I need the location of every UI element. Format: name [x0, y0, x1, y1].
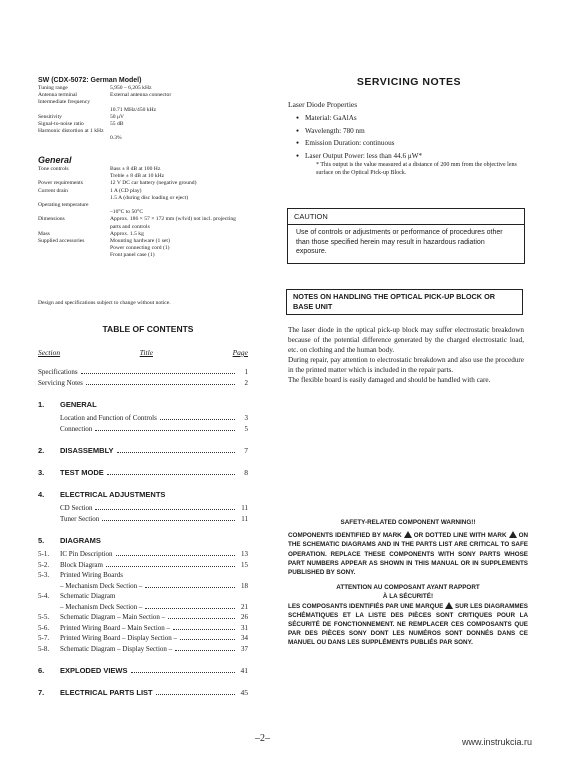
- toc-entry-label: Location and Function of Controls: [60, 414, 157, 422]
- laser-footnote: * This output is the value measured at a distance of 200 mm from the objective lens surface on the Optical Pick-up Block.: [316, 162, 517, 176]
- toc-leader: [145, 587, 235, 588]
- toc-entry-number: 5-3.: [38, 571, 50, 579]
- toc-entry-label: Specifications: [38, 368, 78, 376]
- spec-key: Tone controls: [38, 166, 69, 172]
- spec-row: [38, 135, 238, 142]
- spec-key: Operating temperature: [38, 202, 89, 209]
- spec-key: Current drain: [38, 187, 68, 194]
- toc-list: [38, 368, 248, 699]
- spec-row: [38, 121, 238, 128]
- toc-section-title: GENERAL: [60, 400, 97, 409]
- spec-table-general: [38, 166, 238, 260]
- toc-entry: [38, 645, 248, 656]
- spec-value: Mounting hardware (1 set): [110, 238, 170, 245]
- toc-leader: [156, 694, 235, 695]
- toc-leader: [173, 629, 235, 630]
- toc-section-title: TEST MODE: [60, 468, 104, 477]
- toc-entry-label: Printed Wiring Board – Display Section –: [60, 634, 178, 642]
- toc-section-title: ELECTRICAL ADJUSTMENTS: [60, 490, 166, 499]
- spec-key: Antenna terminal: [38, 92, 77, 99]
- toc-entry-page: 2: [244, 378, 248, 387]
- toc-leader: [117, 452, 236, 453]
- toc-section: [38, 688, 248, 699]
- spec-row: [38, 188, 238, 195]
- spec-key: Tuning range: [38, 85, 68, 91]
- toc-section-title: DISASSEMBLY: [60, 446, 114, 455]
- toc-section-title: ELECTRICAL PARTS LIST: [60, 688, 153, 697]
- spec-value: 12 V DC car battery (negative ground): [110, 180, 197, 187]
- spec-value: [110, 128, 238, 135]
- spec-key: [38, 245, 110, 252]
- spec-row: [38, 252, 238, 259]
- toc-entry-page: 15: [241, 560, 248, 569]
- toc-leader: [106, 566, 235, 567]
- spec-row: [38, 231, 238, 238]
- page-number: –2–: [255, 733, 270, 744]
- watermark-url: www.instrukcia.ru: [462, 737, 533, 747]
- design-note: Design and specifications subject to change without notice.: [38, 300, 171, 306]
- spec-row: [38, 114, 238, 121]
- spec-value: 55 dB: [110, 121, 124, 128]
- toc-entry-number: 5-5.: [38, 613, 50, 621]
- spec-row: [38, 99, 238, 106]
- laser-item: ● Material: GaAlAs: [296, 113, 536, 126]
- toc-entry-number: 5-2.: [38, 560, 50, 569]
- spec-value: 50 μV: [110, 113, 125, 120]
- toc-entry-label: Printed Wiring Boards: [60, 571, 123, 579]
- spec-key: Intermediate frequency: [38, 99, 91, 106]
- spec-key: [38, 135, 110, 142]
- spec-value: Bass ± 8 dB at 100 Hz: [110, 166, 161, 172]
- spec-model-title: SW (CDX-5072: German Model): [38, 77, 142, 84]
- notes-heading-box: NOTES ON HANDLING THE OPTICAL PICK-UP BLOCK OR BASE UNIT: [286, 289, 523, 315]
- toc-leader: [168, 618, 235, 619]
- spec-value: External antenna connector: [110, 92, 172, 99]
- toc-section: [38, 400, 248, 411]
- toc-entry-number: 5-8.: [38, 644, 50, 653]
- toc-entry: [38, 613, 248, 624]
- spec-value: 5,950 – 6,205 kHz: [110, 85, 152, 91]
- fr-text: [288, 602, 528, 648]
- spec-row: [38, 180, 238, 187]
- fr-heading-2: À LA SÉCURITÉ!: [382, 593, 434, 601]
- safety-text-part: ON THE SCHEMATIC DIAGRAMS AND IN THE PARTS LIST ARE CRITICAL TO SAFE OPERATION. REPLACE THESE COMPONENTS WITH SONY PARTS WHOSE PART NUMBERS APPEAR AS SHOWN IN THIS MANUAL OR IN SUPPLEMENTS PUBLISHED BY SONY.: [288, 532, 529, 577]
- toc-leader: [160, 419, 235, 420]
- toc-entry-label: Schematic Diagram: [60, 592, 116, 600]
- spec-key: [38, 209, 110, 216]
- toc-entry-label: IC Pin Description: [60, 550, 113, 558]
- warning-triangle-icon: [509, 531, 517, 538]
- toc-entry-page: 21: [241, 602, 248, 611]
- toc-section-page: 8: [244, 468, 248, 477]
- spec-key: Dimensions: [38, 216, 65, 223]
- toc-leader: [131, 672, 235, 673]
- toc-entry-page: 18: [241, 581, 248, 590]
- toc-entry-page: 1: [244, 368, 248, 376]
- spec-key: Signal-to-noise ratio: [38, 121, 84, 128]
- spec-key: Mass: [38, 230, 50, 237]
- toc-entry-label: Servicing Notes: [38, 378, 83, 387]
- toc-leader: [180, 639, 235, 640]
- toc-section-page: 45: [240, 688, 248, 697]
- spec-row: [38, 85, 238, 92]
- toc-col-section: Section: [38, 348, 61, 357]
- toc-section-page: 41: [240, 666, 248, 675]
- toc-section-number: 2.: [38, 446, 45, 455]
- toc-col-page: Page: [232, 348, 248, 357]
- spec-value: 1 A (CD play): [110, 187, 142, 194]
- toc-section-number: 3.: [38, 468, 45, 477]
- spec-value: Approx. 186 × 57 × 172 mm (w/h/d) not incl. projecting parts and controls: [110, 216, 236, 230]
- spec-row: [38, 216, 238, 230]
- toc-leader: [116, 555, 236, 556]
- toc-section-number: 7.: [38, 688, 45, 697]
- toc-entry-page: 13: [241, 550, 248, 558]
- toc-entry: [38, 592, 248, 603]
- toc-entry-label: Tuner Section: [60, 514, 100, 523]
- notes-paragraph: The flexible board is easily damaged and should be handled with care.: [288, 376, 491, 384]
- spec-value: 10.71 MHz/450 kHz: [110, 106, 157, 113]
- toc-leader: [107, 474, 235, 475]
- safety-text-part: OR DOTTED LINE WITH MARK: [413, 532, 507, 540]
- spec-key: Harmonic distortion at 1 kHz: [38, 128, 104, 135]
- toc-leader: [81, 373, 235, 374]
- toc-leader: [102, 520, 235, 521]
- toc-title: TABLE OF CONTENTS: [102, 324, 194, 334]
- toc-entry-label: Block Diagram: [60, 560, 103, 569]
- toc-entry: [38, 561, 248, 572]
- spec-value: Approx. 1.5 kg: [110, 230, 144, 237]
- toc-entry-label: – Mechanism Deck Section –: [60, 602, 143, 611]
- warning-triangle-icon: [404, 531, 412, 538]
- toc-col-title: Title: [139, 348, 153, 357]
- toc-entry: [38, 624, 248, 635]
- notes-body: [288, 325, 524, 385]
- toc-entry: [38, 368, 248, 379]
- toc-section: [38, 666, 248, 677]
- safety-text-part: COMPONENTS IDENTIFIED BY MARK: [288, 532, 402, 540]
- toc-section-number: 6.: [38, 666, 45, 675]
- safety-warning: [288, 518, 528, 648]
- toc-entry: [38, 550, 248, 561]
- laser-properties-list: [296, 113, 536, 163]
- spec-row: [38, 166, 238, 173]
- toc-section-number: 4.: [38, 490, 45, 499]
- laser-item: ● Laser Output Power: less than 44.6 μW*: [296, 151, 536, 164]
- toc-entry: [38, 571, 248, 582]
- toc-section-number: 1.: [38, 400, 45, 409]
- caution-heading: CAUTION: [288, 209, 524, 225]
- toc-entry-page: 11: [241, 514, 248, 523]
- spec-value: Power connecting cord (1): [110, 245, 170, 252]
- toc-entry-label: CD Section: [60, 504, 93, 512]
- safety-text: [288, 531, 528, 577]
- toc-entry: [38, 634, 248, 645]
- spec-key: Sensitivity: [38, 113, 62, 120]
- spec-key: Power requirements: [38, 180, 83, 187]
- fr-text-part: LES COMPOSANTS IDENTIFIÉS PAR UNE MARQUE: [288, 602, 444, 610]
- toc-entry-page: 5: [244, 424, 248, 433]
- toc-section: [38, 446, 248, 457]
- toc-entry-number: 5-7.: [38, 634, 50, 642]
- toc-leader: [86, 384, 235, 385]
- spec-key: [38, 252, 110, 259]
- spec-row: [38, 107, 238, 114]
- notes-paragraph: The laser diode in the optical pick-up block may suffer electrostatic breakdown because of the potential difference generated by the charged electrostatic load, etc. on clothing and the human body.: [288, 326, 524, 354]
- laser-item: ● Wavelength: 780 nm: [296, 126, 536, 139]
- spec-row: [38, 128, 238, 135]
- notes-paragraph: During repair, pay attention to electrostatic breakdown and also use the procedure in the printed matter which is included in the repair parts.: [288, 356, 524, 374]
- spec-key: [38, 107, 110, 114]
- spec-key: [38, 173, 110, 180]
- toc-entry-page: 34: [241, 634, 248, 642]
- spec-value: Treble ± 8 dB at 10 kHz: [110, 173, 165, 180]
- toc-entry-page: 11: [241, 504, 248, 512]
- toc-entry-page: 3: [244, 414, 248, 422]
- toc-section: [38, 490, 248, 501]
- laser-heading: Laser Diode Properties: [288, 100, 358, 109]
- toc-entry: [38, 425, 248, 436]
- toc-entry-label: Schematic Diagram – Display Section –: [60, 644, 173, 653]
- toc-entry-number: 5-4.: [38, 592, 50, 600]
- toc-section-number: 5.: [38, 536, 45, 545]
- spec-table-tuner: [38, 85, 238, 143]
- spec-value: [110, 99, 238, 106]
- toc-entry: [38, 582, 248, 593]
- toc-leader: [175, 650, 235, 651]
- toc-section-title: DIAGRAMS: [60, 536, 101, 545]
- toc-entry-page: 37: [241, 644, 248, 653]
- toc-header: [38, 348, 248, 357]
- toc-entry-page: 31: [241, 623, 248, 632]
- toc-leader: [95, 509, 235, 510]
- toc-entry-label: – Mechanism Deck Section –: [60, 581, 143, 590]
- toc-leader: [145, 608, 235, 609]
- warning-triangle-icon: [445, 602, 453, 609]
- toc-entry: [38, 515, 248, 526]
- laser-item: ● Emission Duration: continuous: [296, 138, 536, 151]
- spec-value: Front panel case (1): [110, 252, 155, 259]
- spec-key: [38, 195, 110, 202]
- toc-entry: [38, 504, 248, 515]
- toc-entry: [38, 603, 248, 614]
- spec-value: 0.3%: [110, 135, 122, 142]
- toc-entry: [38, 414, 248, 425]
- spec-value: –10°C to 50°C: [110, 209, 144, 216]
- caution-box: [287, 208, 525, 264]
- fr-text-part: SUR LES DIAGRAMMES SCHÉMATIQUES ET LA LISTE DES PIÈCES SONT CRITIQUES POUR LA SÉCURITÉ DE FONCTIONNEMENT. NE REMPLACER CES COMPOSANTS QUE PAR DES PIÈCES SONY DONT LES NUMÉROS SONT DONNÉS DANS CE MANUEL OU DANS LES SUPPLÉMENTS PUBLIÉS PAR SONY.: [288, 602, 528, 647]
- toc-entry-number: 5-1.: [38, 550, 50, 558]
- spec-row: [38, 195, 238, 202]
- toc-entry-number: 5-6.: [38, 623, 50, 632]
- toc-entry-label: Schematic Diagram – Main Section –: [60, 613, 166, 621]
- fr-heading-1: ATTENTION AU COMPOSANT AYANT RAPPORT: [336, 584, 480, 592]
- spec-key: Supplied accessories: [38, 238, 85, 245]
- toc-entry-page: 26: [241, 613, 248, 621]
- toc-section: [38, 536, 248, 547]
- toc-leader: [95, 430, 235, 431]
- toc-section-page: 7: [244, 446, 248, 455]
- toc-entry-label: Connection: [60, 424, 93, 433]
- servicing-notes-title: SERVICING NOTES: [356, 76, 462, 88]
- spec-value: 1.5 A (during disc loading or eject): [110, 194, 189, 201]
- caution-text: Use of controls or adjustments or performance of procedures other than those specified herein may result in hazardous radiation exposure.: [296, 229, 503, 255]
- toc-entry-label: Printed Wiring Board – Main Section –: [60, 623, 171, 632]
- safety-heading: SAFETY-RELATED COMPONENT WARNING!!: [340, 519, 476, 526]
- toc-entry: [38, 379, 248, 390]
- general-heading: General: [38, 155, 72, 165]
- toc-section: [38, 468, 248, 479]
- toc-section-title: EXPLODED VIEWS: [60, 666, 128, 675]
